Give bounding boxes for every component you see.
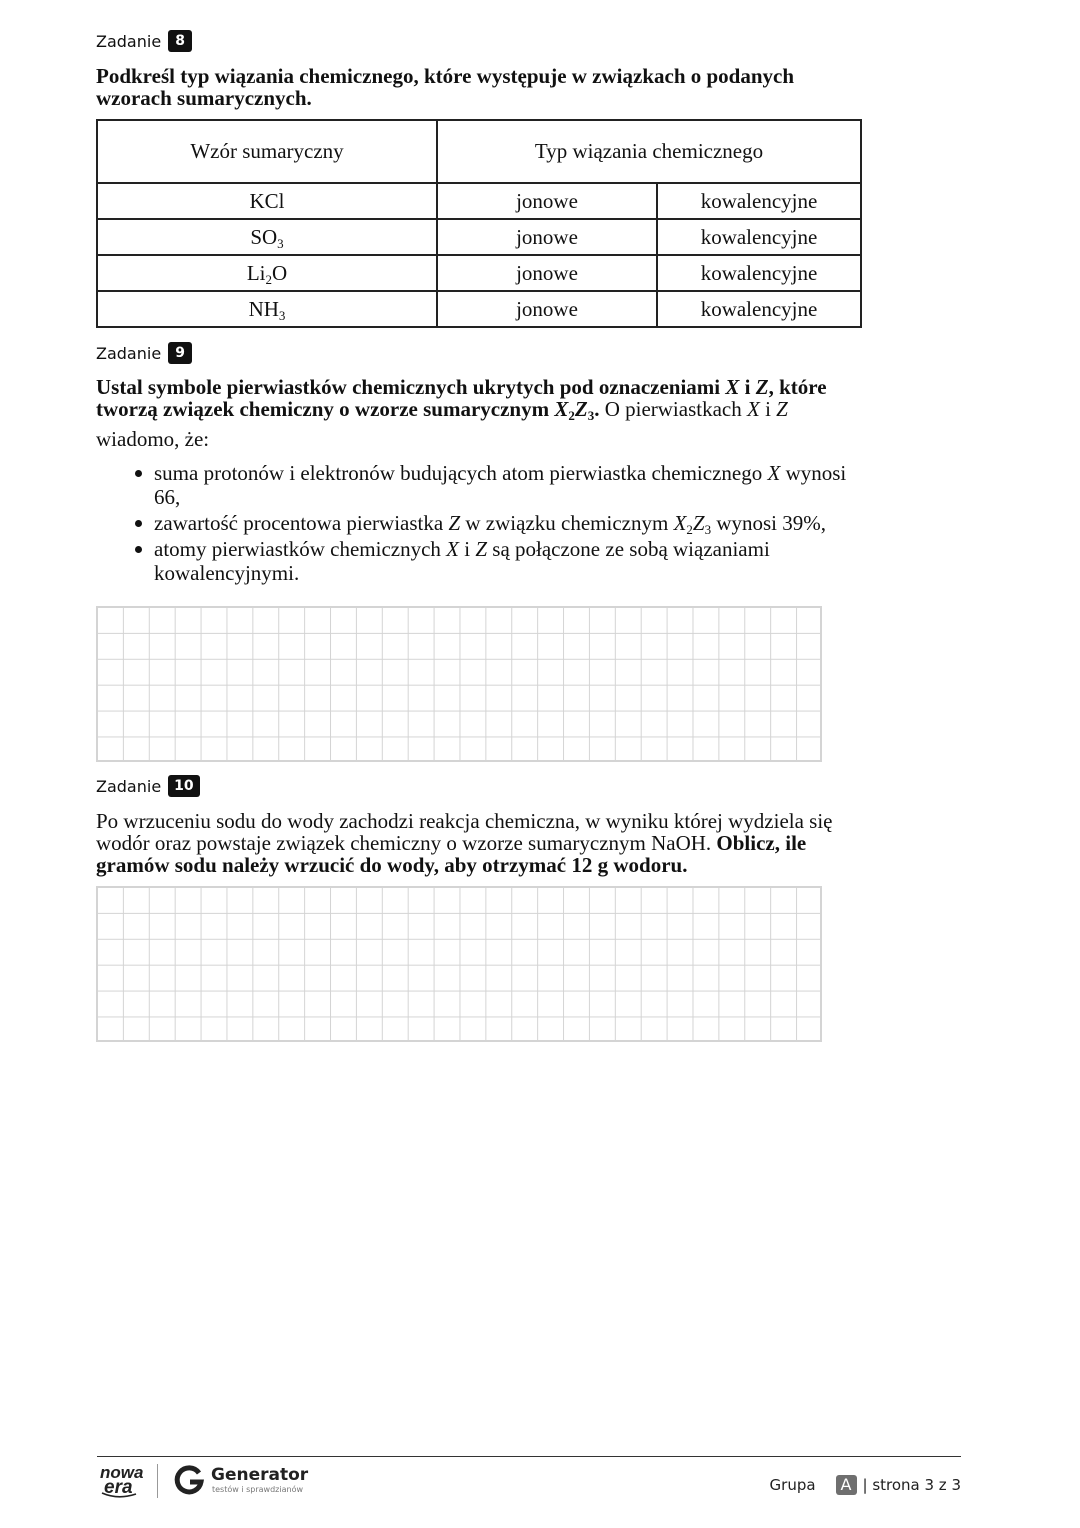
table-row	[97, 255, 861, 291]
facts-list	[96, 461, 866, 587]
option-ionic[interactable]: jonowe	[437, 219, 657, 255]
formula-cell: KCl	[97, 183, 437, 219]
option-covalent[interactable]: kowalencyjne	[657, 255, 861, 291]
task-9-header	[96, 342, 192, 364]
generator-brand: Generator	[211, 1465, 309, 1485]
option-ionic[interactable]: jonowe	[437, 255, 657, 291]
table-row	[97, 183, 861, 219]
task-8-instruction: Podkreśl typ wiązania chemicznego, które występuje w związkach o podanych wzorach sumarycznych.	[96, 64, 795, 110]
bond-type-table	[96, 119, 862, 328]
task-9-instruction: Ustal symbole pierwiastków chemicznych ukrytych pod oznaczeniami X i Z, które tworzą związek chemiczny o wzorze sumarycznym $X_2Z_3$. O pierwiastkach X i Z wiadomo, że:	[96, 376, 856, 450]
option-covalent[interactable]: kowalencyjne	[657, 291, 861, 327]
task-number-badge: 9	[168, 342, 192, 364]
task-label: Zadanie	[96, 343, 162, 363]
list-item: zawartość procentowa pierwiastka Z w związku chemicznym $X_2Z_3$ wynosi 39%,	[154, 511, 866, 535]
page-number: | strona 3 z 3	[862, 1476, 961, 1494]
option-covalent[interactable]: kowalencyjne	[657, 219, 861, 255]
formula-cell: $SO_3$	[97, 219, 437, 255]
formula-cell: $Li_2O$	[97, 255, 437, 291]
task-number-badge: 10	[168, 775, 199, 797]
option-ionic[interactable]: jonowe	[437, 291, 657, 327]
footer-divider	[97, 1456, 961, 1457]
group-badge: A	[836, 1475, 857, 1495]
task-8-header	[96, 30, 192, 52]
task-label: Zadanie	[96, 776, 162, 796]
option-covalent[interactable]: kowalencyjne	[657, 183, 861, 219]
task-label: Zadanie	[96, 31, 162, 51]
header-bond-type: Typ wiązania chemicznego	[437, 120, 861, 183]
header-formula: Wzór sumaryczny	[97, 120, 437, 183]
table-row	[97, 219, 861, 255]
generator-g-icon	[172, 1463, 206, 1497]
generator-tagline: testów i sprawdzianów	[212, 1485, 303, 1494]
task-10-header	[96, 775, 200, 797]
task-10-instruction: Po wrzuceniu sodu do wody zachodzi reakcja chemiczna, w wyniku której wydziela się wodór oraz powstaje związek chemiczny o wzorze sumarycznym NaOH. Oblicz, ile gramów sodu należy wrzucić do wody, aby otrzymać 12 g wodoru.	[96, 809, 833, 877]
task-number-badge: 8	[168, 30, 192, 52]
option-ionic[interactable]: jonowe	[437, 183, 657, 219]
nowa-era-logo: nowa era	[100, 1463, 144, 1498]
list-item: atomy pierwiastków chemicznych X i Z są połączone ze sobą wiązaniami kowalencyjnymi.	[154, 537, 866, 585]
intro-line: wiadomo, że:	[96, 427, 210, 451]
answer-grid-task-10[interactable]	[96, 886, 822, 1042]
page-info	[770, 1475, 961, 1495]
list-item: suma protonów i elektronów budujących atom pierwiastka chemicznego X wynosi 66,	[154, 461, 866, 509]
answer-grid-task-9[interactable]	[96, 606, 822, 762]
logo-separator	[157, 1464, 158, 1498]
table-row	[97, 291, 861, 327]
formula-cell: $NH_3$	[97, 291, 437, 327]
group-label: Grupa	[769, 1476, 816, 1494]
